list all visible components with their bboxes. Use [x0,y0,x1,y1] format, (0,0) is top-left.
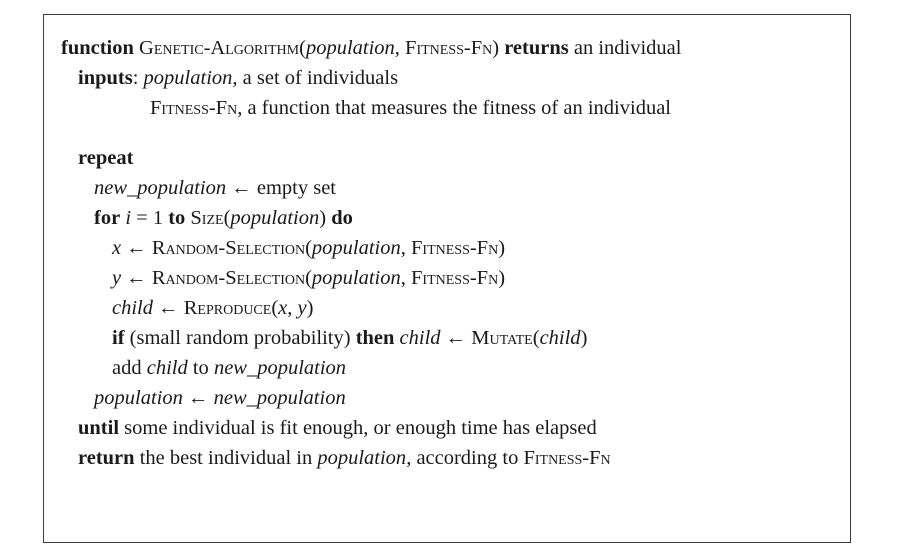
close-paren: ) [580,327,588,349]
keyword-returns: returns [504,37,569,59]
population-update-line [61,383,840,413]
empty-set-value: empty set [256,177,336,199]
fn-reproduce: Reproduce [183,297,272,319]
open-paren: ( [305,267,312,289]
arg-population: population [230,207,320,229]
open-paren: ( [271,297,279,319]
to-text: to [187,357,214,379]
fn-random-selection: Random-Selection [151,237,306,259]
var-population: population [317,447,407,469]
arg-fitness-fn: Fitness-Fn [411,237,499,259]
open-paren: ( [305,237,312,259]
arg-population: population [311,237,401,259]
comma: , [287,297,298,319]
for-loop-line [61,203,840,233]
var-population: population [94,387,183,409]
assign-arrow: ← [121,267,152,289]
fn-random-selection: Random-Selection [151,267,306,289]
mutate-line [61,323,840,353]
add-text: add [112,357,147,379]
var-child: child [146,357,188,379]
y-assign-line [61,263,840,293]
keyword-repeat: repeat [78,147,134,169]
pseudocode-block [61,33,840,473]
mutation-condition: (small random probability) [124,327,356,349]
var-y: y [112,267,122,289]
keyword-inputs: inputs [78,67,133,89]
var-i: i [125,207,132,229]
until-line [61,413,840,443]
close-paren: ) [306,297,314,319]
open-paren: ( [223,207,231,229]
input-fitness-fn: Fitness-Fn [150,97,238,119]
input-population: population [143,67,233,89]
child-assign-line [61,293,840,323]
close-paren: ) [319,207,332,229]
input-population-desc: , a set of individuals [232,67,399,89]
comma: , [400,267,411,289]
close-paren: ) [492,37,505,59]
arg-population: population [311,267,401,289]
assign-arrow: ← [440,327,472,349]
algorithm-box [43,14,851,543]
var-new-population: new_population [213,357,347,379]
open-paren: ( [532,327,540,349]
add-child-line [61,353,840,383]
arg-fitness-fn: Fitness-Fn [411,267,499,289]
assign-arrow: ← [226,177,257,199]
arg-y: y [297,297,307,319]
new-population-init-line [61,173,840,203]
keyword-do: do [331,207,353,229]
var-child: child [112,297,153,319]
keyword-return: return [78,447,135,469]
return-line [61,443,840,473]
repeat-line [61,143,840,173]
var-new-population: new_population [94,177,227,199]
keyword-to: to [168,207,186,229]
inputs-fitness-line [61,93,840,123]
input-fitness-fn-desc: , a function that measures the fitness of an individual [237,97,671,119]
return-description: an individual [568,37,682,59]
fn-fitness-fn: Fitness-Fn [523,447,611,469]
close-paren: ) [498,237,506,259]
open-paren: ( [299,37,306,59]
var-new-population: new_population [213,387,346,409]
assign-arrow: ← [153,297,184,319]
assign-arrow: ← [182,387,214,409]
comma: , [394,37,406,59]
close-paren: ) [498,267,506,289]
until-condition: some individual is fit enough, or enough time has elapsed [119,417,597,439]
assign-arrow: ← [121,237,152,259]
arg-x: x [278,297,288,319]
comma: , [400,237,411,259]
inputs-line [61,63,840,93]
return-text: the best individual in [134,447,318,469]
keyword-then: then [355,327,395,349]
param-fitness-fn: Fitness-Fn [405,37,493,59]
keyword-function: function [61,37,134,59]
var-child: child [399,327,441,349]
param-population: population [305,37,395,59]
keyword-for: for [94,207,121,229]
function-name: Genetic-Algorithm [139,37,300,59]
arg-child: child [539,327,581,349]
keyword-if: if [112,327,125,349]
fn-size: Size [190,207,224,229]
eq-one: = 1 [131,207,169,229]
x-assign-line [61,233,840,263]
function-header-line [61,33,840,63]
blank-line [61,123,840,143]
var-x: x [112,237,122,259]
keyword-until: until [78,417,120,439]
inputs-colon: : [132,67,144,89]
fn-mutate: Mutate [471,327,533,349]
according-text: , according to [406,447,524,469]
